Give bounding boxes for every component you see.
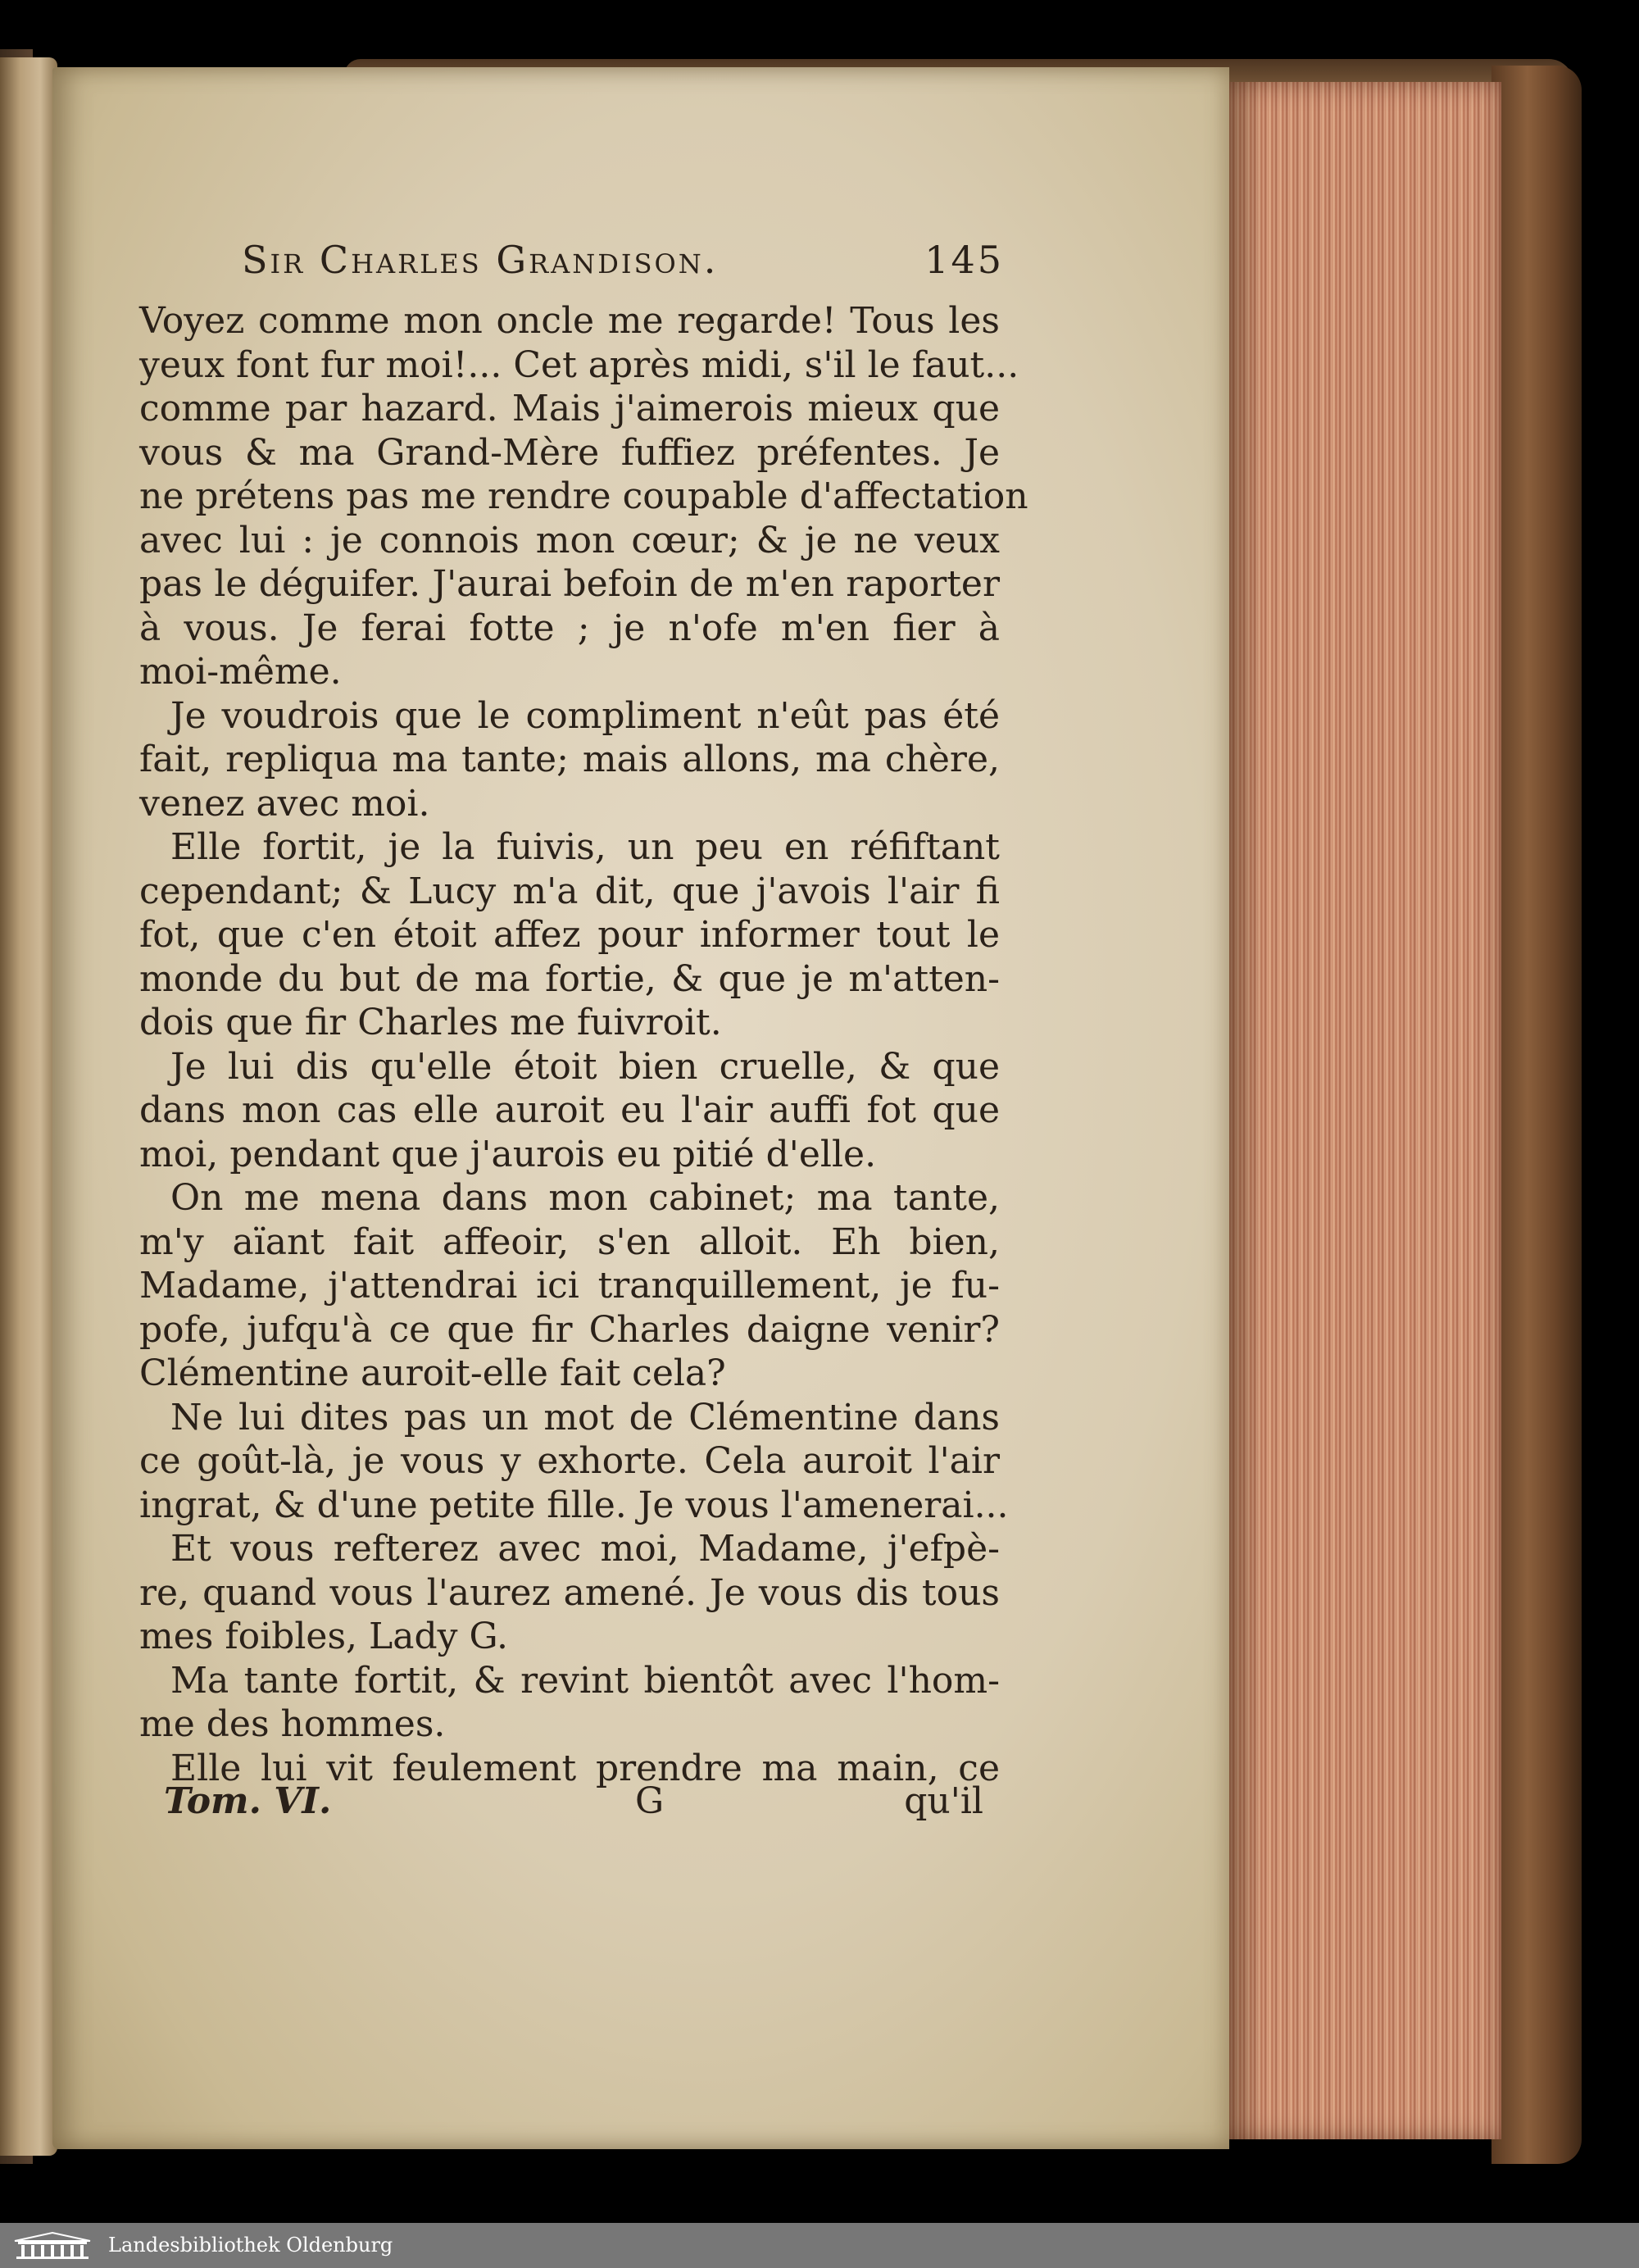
text-line: avec lui : je connois mon cœur; & je ne veux <box>139 519 1000 561</box>
text-line: Voyez comme mon oncle me regarde! Tous les <box>139 300 1000 342</box>
text-line: cependant; & Lucy m'a dit, que j'avois l'air fi <box>139 870 1000 912</box>
text-line: Ma tante fortit, & revint bientôt avec l'hom- <box>170 1659 1000 1702</box>
text-line: dois que fir Charles me fuivroit. <box>139 1002 722 1043</box>
signature-letter: G <box>635 1780 665 1822</box>
running-head <box>242 238 1004 287</box>
text-line: Madame, j'attendrai ici tranquillement, je fu- <box>139 1265 1000 1307</box>
text-line: mes foibles, Lady G. <box>139 1616 509 1657</box>
body-text <box>139 299 1028 1790</box>
running-head-title: Sir Charles Grandison. <box>242 238 719 282</box>
text-line: vous & ma Grand-Mère fuffiez préfentes. Je <box>139 431 1000 474</box>
text-line: yeux font fur moi!... Cet après midi, s'il le faut... <box>139 343 1019 386</box>
catchword: qu'il <box>904 1780 983 1822</box>
text-line: monde du but de ma fortie, & que je m'atten- <box>139 957 1000 1000</box>
text-line: Elle lui vit feulement prendre ma main, ce <box>170 1747 1000 1789</box>
text-line: ce goût-là, je vous y exhorte. Cela auroit l'air <box>139 1440 1000 1482</box>
text-line: comme par hazard. Mais j'aimerois mieux que <box>139 388 1000 430</box>
text-line: Je lui dis qu'elle étoit bien cruelle, & que <box>170 1045 1000 1088</box>
text-line: Et vous refterez avec moi, Madame, j'efpè- <box>170 1528 1000 1570</box>
text-line: On me mena dans mon cabinet; ma tante, <box>170 1177 1000 1219</box>
text-line: me des hommes. <box>139 1703 446 1745</box>
text-line: ingrat, & d'une petite fille. Je vous l'amenerai... <box>139 1484 1009 1526</box>
text-line: m'y aïant fait affeoir, s'en alloit. Eh bien, <box>139 1220 1000 1263</box>
text-line: à vous. Je ferai fotte ; je n'ofe m'en fier à <box>139 607 1000 649</box>
library-building-icon <box>11 2231 93 2261</box>
text-line: pas le déguifer. J'aurai befoin de m'en raporter <box>139 563 1000 605</box>
volume-mark: Tom. VI. <box>164 1780 332 1822</box>
footer-bar <box>0 2223 1639 2268</box>
page-number: 145 <box>924 238 1004 282</box>
text-line: pofe, jufqu'à ce que fir Charles daigne venir? <box>139 1308 1000 1351</box>
text-line: re, quand vous l'aurez amené. Je vous dis tous <box>139 1571 1000 1614</box>
text-line: moi-même. <box>139 651 342 693</box>
text-line: fait, repliqua ma tante; mais allons, ma chère, <box>139 739 1000 780</box>
cover-right-edge <box>1491 66 1582 2164</box>
text-line: Je voudrois que le compliment n'eût pas été <box>170 694 1000 737</box>
text-line: Clémentine auroit-elle fait cela? <box>139 1352 726 1394</box>
library-name: Landesbibliothek Oldenburg <box>108 2234 393 2257</box>
text-line: ne prétens pas me rendre coupable d'affectation <box>139 475 1028 517</box>
text-line: moi, pendant que j'aurois eu pitié d'elle. <box>139 1133 877 1175</box>
signature-line <box>164 1780 983 1829</box>
text-line: Ne lui dites pas un mot de Clémentine dans <box>170 1396 1000 1439</box>
text-line: Elle fortit, je la fuivis, un peu en réfiftant <box>170 826 1000 868</box>
text-line: fot, que c'en étoit affez pour informer tout le <box>139 914 1000 956</box>
text-line: dans mon cas elle auroit eu l'air auffi fot que <box>139 1089 1000 1131</box>
left-page-edge <box>0 57 57 2156</box>
text-line: venez avec moi. <box>139 782 430 825</box>
